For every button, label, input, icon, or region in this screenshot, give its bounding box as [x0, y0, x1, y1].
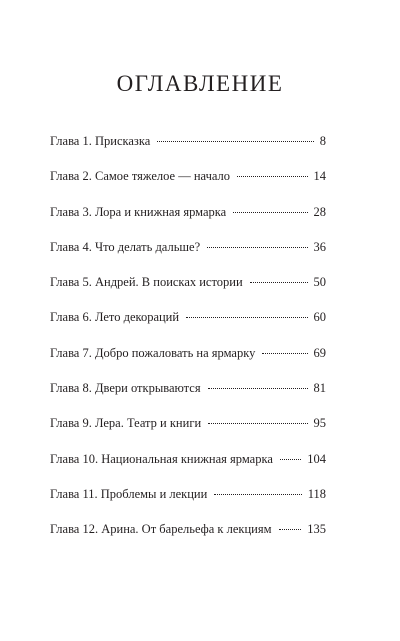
- toc-entry[interactable]: [50, 270, 326, 294]
- dot-leader: [262, 353, 307, 354]
- toc-entry-label: Глава 6. Лето декораций: [50, 310, 180, 325]
- page-title: ОГЛАВЛЕНИЕ: [116, 71, 284, 96]
- dot-leader: [280, 459, 301, 460]
- toc-entry-page: 95: [313, 416, 326, 431]
- toc-entry-page: 135: [307, 522, 326, 537]
- toc-entry[interactable]: [50, 482, 326, 506]
- toc-entry[interactable]: [50, 305, 326, 329]
- toc-entry-label: Глава 8. Двери открываются: [50, 381, 201, 396]
- toc-entry[interactable]: [50, 129, 326, 153]
- toc-entry-label: Глава 7. Добро пожаловать на ярмарку: [50, 345, 256, 360]
- toc-entry[interactable]: [50, 376, 326, 400]
- toc-entry-page: 50: [313, 275, 326, 290]
- toc-entry[interactable]: [50, 517, 326, 541]
- toc-entry[interactable]: [50, 447, 326, 471]
- toc-entry-label: Глава 9. Лера. Театр и книги: [50, 416, 202, 431]
- toc-entry-label: Глава 1. Присказка: [50, 134, 151, 148]
- toc-entry-page: 36: [313, 239, 326, 254]
- toc-entry-page: 28: [313, 204, 326, 219]
- dot-leader: [250, 282, 308, 283]
- toc-entry-page: 60: [313, 310, 326, 325]
- table-of-contents: [50, 129, 326, 553]
- toc-entry-label: Глава 10. Национальная книжная ярмарка: [50, 451, 273, 466]
- toc-entry[interactable]: [50, 164, 326, 188]
- toc-entry[interactable]: [50, 341, 326, 365]
- toc-entry-page: 118: [307, 486, 326, 501]
- dot-leader: [208, 388, 308, 389]
- toc-entry-label: Глава 11. Проблемы и лекции: [50, 486, 208, 501]
- toc-entry-label: Глава 12. Арина. От барельефа к лекциям: [50, 522, 272, 537]
- dot-leader: [279, 529, 302, 530]
- toc-entry[interactable]: [50, 411, 326, 435]
- toc-entry-label: Глава 2. Самое тяжелое — начало: [50, 169, 231, 184]
- toc-entry-label: Глава 4. Что делать дальше?: [50, 239, 201, 254]
- toc-entry-page: 8: [319, 134, 326, 148]
- dot-leader: [233, 212, 307, 213]
- toc-entry[interactable]: [50, 235, 326, 259]
- toc-entry-label: Глава 5. Андрей. В поисках истории: [50, 275, 243, 290]
- toc-entry-page: 104: [307, 451, 326, 466]
- toc-entry[interactable]: [50, 200, 326, 224]
- toc-entry-page: 81: [313, 381, 326, 396]
- toc-entry-label: Глава 3. Лора и книжная ярмарка: [50, 204, 227, 219]
- dot-leader: [157, 141, 313, 142]
- dot-leader: [186, 317, 307, 318]
- dot-leader: [214, 494, 301, 495]
- toc-entry-page: 69: [313, 345, 326, 360]
- dot-leader: [208, 423, 307, 424]
- dot-leader: [237, 176, 307, 177]
- toc-entry-page: 14: [313, 169, 326, 184]
- dot-leader: [207, 247, 307, 248]
